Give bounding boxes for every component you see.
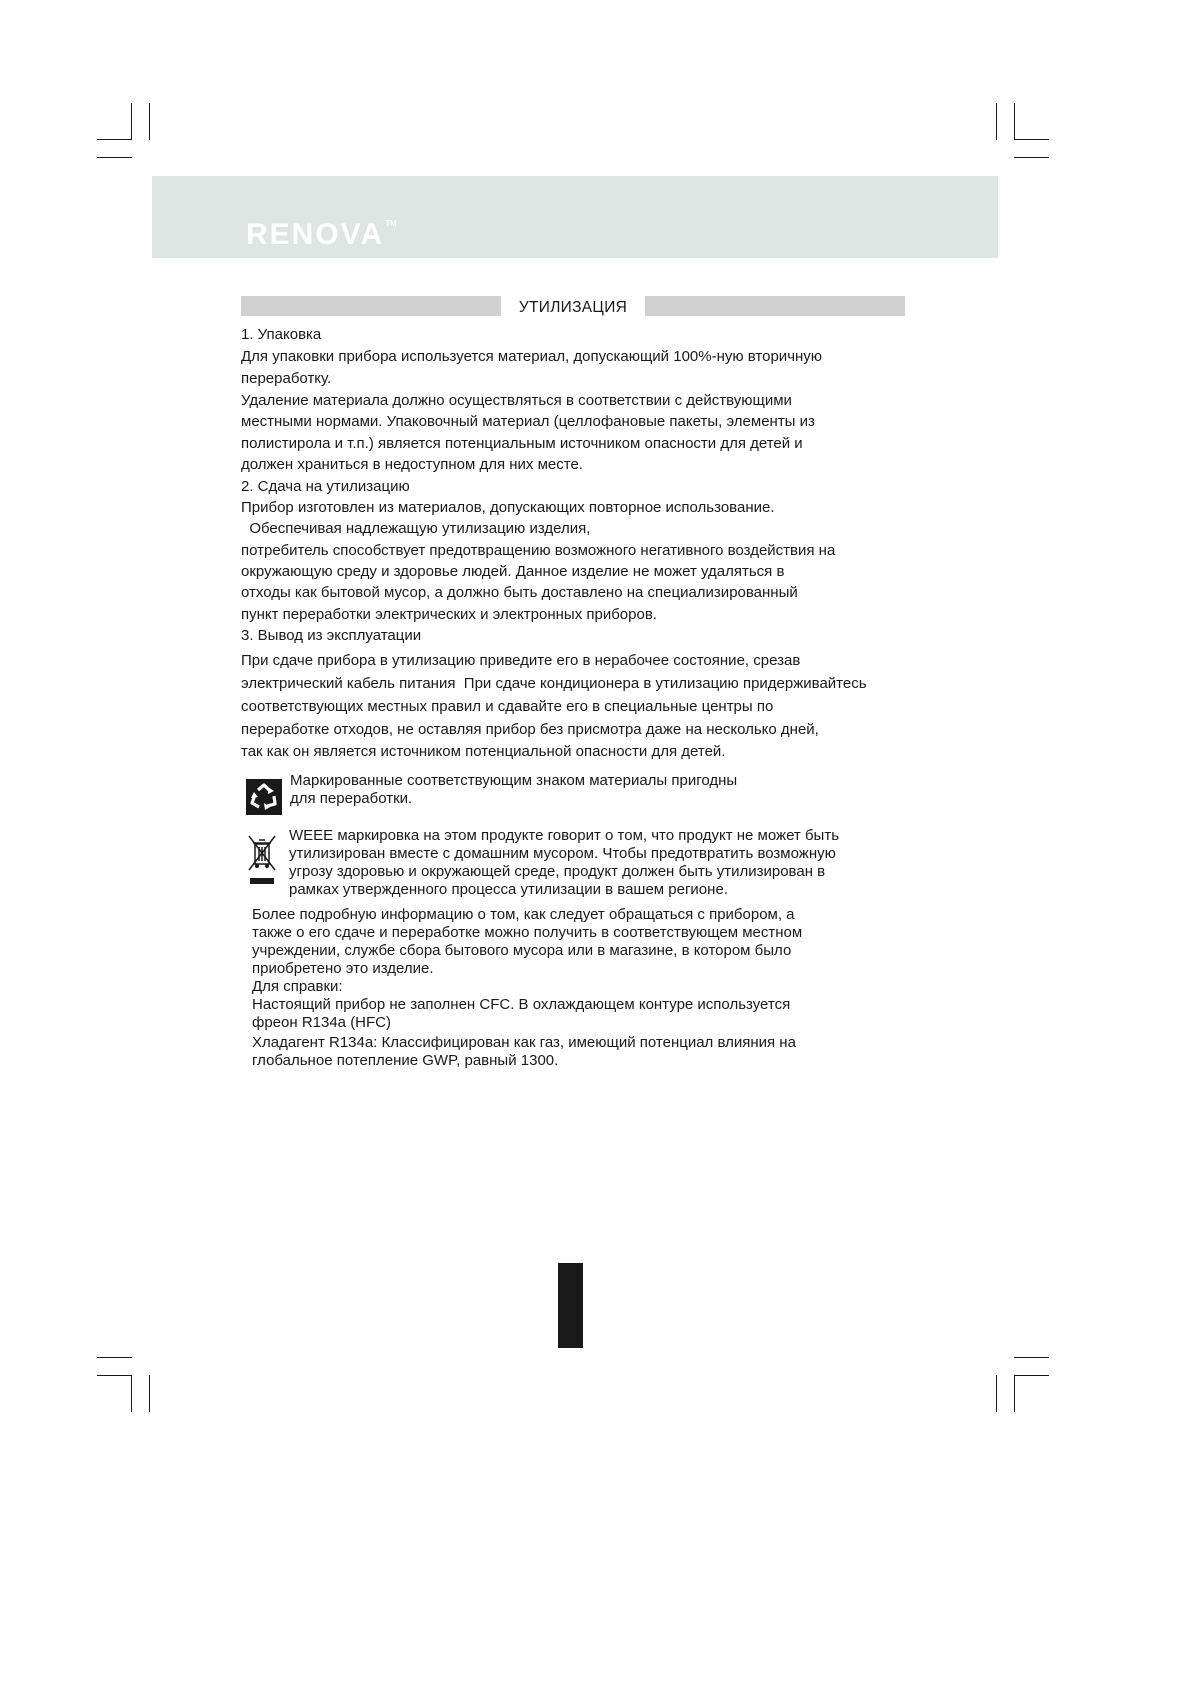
paragraph-line: так как он является источником потенциальной опасности для детей.: [241, 743, 726, 760]
paragraph-line: Прибор изготовлен из материалов, допускающих повторное использование.: [241, 499, 775, 516]
paragraph-line: переработку.: [241, 370, 332, 387]
crop-mark: [1014, 1375, 1015, 1412]
brand-logo: [246, 220, 397, 250]
paragraph-line: соответствующих местных правил и сдавайте его в специальные центры по: [241, 698, 774, 715]
paragraph-line: переработке отходов, не оставляя прибор без присмотра даже на несколько дней,: [241, 721, 819, 738]
crop-mark: [149, 1375, 150, 1412]
heading-disposal: 2. Сдача на утилизацию: [241, 478, 410, 495]
trademark-mark: TM: [385, 219, 397, 228]
weee-text: угрозу здоровью и окружающей среде, продукт должен быть утилизирован в: [289, 863, 826, 880]
crop-mark: [996, 103, 997, 140]
weee-text: рамках утвержденного процесса утилизации в вашем регионе.: [289, 881, 728, 898]
info-text: учреждении, службе сбора бытового мусора или в магазине, в котором было: [252, 942, 792, 959]
paragraph-line: пункт переработки электрических и электронных приборов.: [241, 606, 657, 623]
header-band: [152, 176, 998, 258]
weee-text: WEEE маркировка на этом продукте говорит о том, что продукт не может быть: [289, 827, 840, 844]
paragraph-line: окружающую среду и здоровье людей. Данное изделие не может удаляться в: [241, 563, 785, 580]
recycle-text: для переработки.: [290, 790, 413, 807]
crop-mark: [97, 1357, 132, 1358]
crop-mark: [97, 1375, 132, 1376]
paragraph-line: электрический кабель питания При сдаче кондиционера в утилизацию придерживайтесь: [241, 675, 867, 692]
info-text: приобретено это изделие.: [252, 960, 434, 977]
heading-decommission: 3. Вывод из эксплуатации: [241, 627, 422, 644]
brand-logo-text: RENOVA: [246, 218, 385, 251]
info-text: фреон R134a (HFC): [252, 1014, 392, 1031]
crop-mark: [1014, 157, 1049, 158]
paragraph-line: должен храниться в недоступном для них месте.: [241, 456, 583, 473]
info-text: Настоящий прибор не заполнен CFC. В охлаждающем контуре используется: [252, 996, 791, 1013]
crossed-bin-icon: [246, 832, 278, 888]
recycle-text: Маркированные соответствующим знаком материалы пригодны: [290, 772, 738, 789]
paragraph-line: отходы как бытовой мусор, а должно быть доставлено на специализированный: [241, 584, 798, 601]
info-text: глобальное потепление GWP, равный 1300.: [252, 1052, 559, 1069]
crop-mark: [996, 1375, 997, 1412]
crop-mark: [1014, 1375, 1049, 1376]
paragraph-line: При сдаче прибора в утилизацию приведите его в нерабочее состояние, срезав: [241, 652, 801, 669]
crop-mark: [97, 157, 132, 158]
info-text: Более подробную информацию о том, как следует обращаться с прибором, а: [252, 906, 795, 923]
title-bar-right: [645, 296, 905, 316]
heading-packaging: 1. Упаковка: [241, 326, 322, 343]
reference-heading: Для справки:: [252, 978, 343, 995]
page-tab-marker: [558, 1263, 583, 1348]
paragraph-line: Для упаковки прибора используется материал, допускающий 100%-ную вторичную: [241, 348, 823, 365]
section-title: УТИЛИЗАЦИЯ: [518, 299, 628, 316]
crop-mark: [1014, 1357, 1049, 1358]
crop-mark: [131, 1375, 132, 1412]
paragraph-line: потребитель способствует предотвращению возможного негативного воздействия на: [241, 542, 836, 559]
info-text: также о его сдаче и переработке можно получить в соответствующем местном: [252, 924, 803, 941]
paragraph-line: местными нормами. Упаковочный материал (целлофановые пакеты, элементы из: [241, 413, 815, 430]
crop-mark: [1014, 139, 1049, 140]
paragraph-line: Обеспечивая надлежащую утилизацию изделия,: [241, 520, 591, 537]
title-bar-left: [241, 296, 501, 316]
crop-mark: [97, 139, 132, 140]
paragraph-line: Удаление материала должно осуществляться в соответствии с действующими: [241, 392, 792, 409]
crop-mark: [1014, 103, 1015, 140]
recycle-icon: [246, 779, 282, 815]
info-text: Хладагент R134a: Классифицирован как газ, имеющий потенциал влияния на: [252, 1034, 796, 1051]
weee-text: утилизирован вместе с домашним мусором. Чтобы предотвратить возможную: [289, 845, 836, 862]
crop-mark: [149, 103, 150, 140]
paragraph-line: полистирола и т.п.) является потенциальным источником опасности для детей и: [241, 435, 803, 452]
crop-mark: [131, 103, 132, 140]
